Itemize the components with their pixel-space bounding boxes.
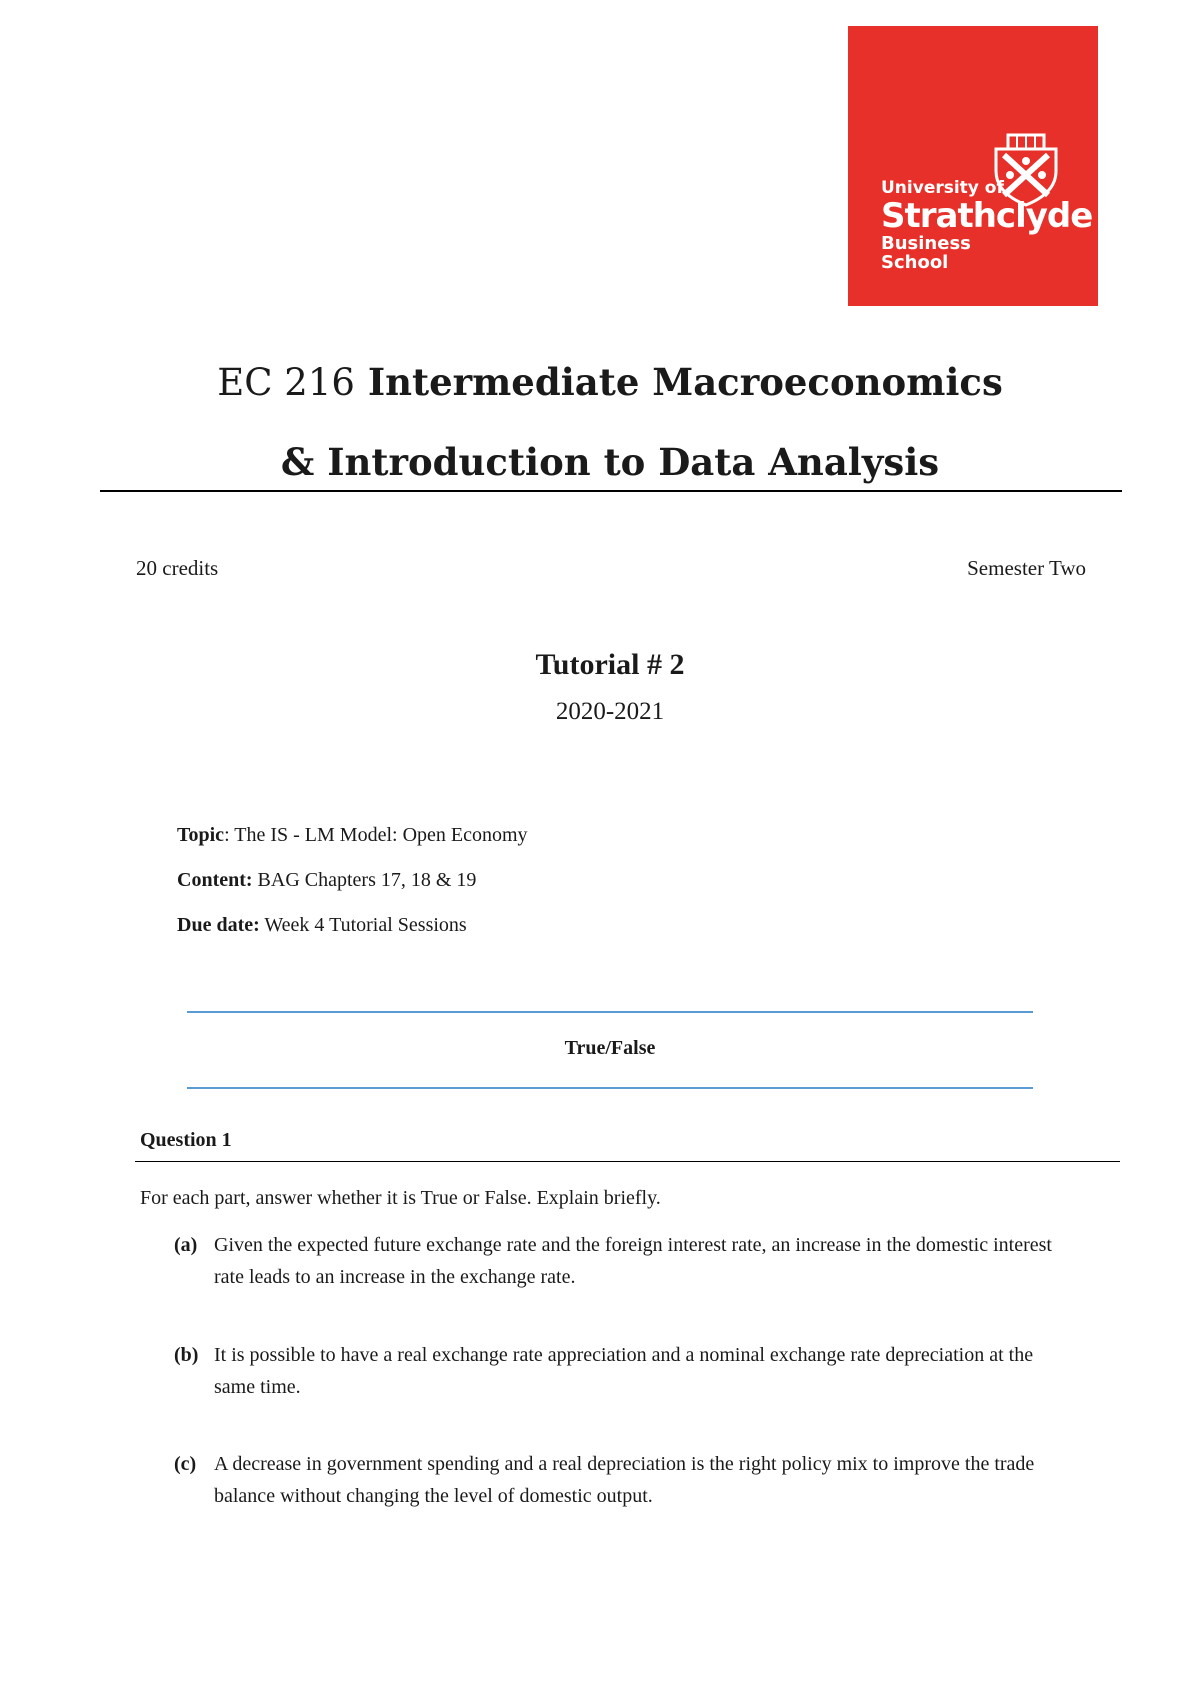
part-label: (c) (174, 1453, 197, 1475)
part-label: (b) (174, 1344, 199, 1366)
course-title-line2: & Introduction to Data Analysis (280, 440, 940, 484)
credits-label: 20 credits (136, 556, 219, 580)
question-part-b (174, 1339, 1074, 1403)
part-text: A decrease in government spending and a real depreciation is the right policy mix to improve the trade balance without changing the level of domestic output. (214, 1453, 1035, 1507)
content-value: BAG Chapters 17, 18 & 19 (252, 869, 477, 891)
question-heading: Question 1 (140, 1129, 232, 1151)
topic-line (177, 824, 528, 847)
university-logo (848, 26, 1098, 306)
topic-label: Topic (177, 824, 225, 846)
course-title-main: Intermediate Macroeconomics (367, 360, 1003, 404)
semester-label: Semester Two (967, 556, 1086, 580)
question-part-a (174, 1229, 1074, 1293)
logo-line-business: Business (881, 233, 971, 254)
course-code: EC 216 (217, 361, 355, 404)
part-text: Given the expected future exchange rate and the foreign interest rate, an increase in the domestic interest rate leads to an increase in the exchange rate. (214, 1234, 1052, 1288)
content-label: Content: (177, 869, 253, 891)
tutorial-year: 2020-2021 (555, 698, 665, 725)
course-title-line1 (0, 360, 1200, 404)
tutorial-title: Tutorial # 2 (535, 648, 685, 681)
due-date-label: Due date: (177, 914, 260, 936)
topic-value: : The IS - LM Model: Open Economy (224, 824, 528, 846)
logo-line-strathclyde: Strathclyde (881, 196, 1093, 236)
question-divider (135, 1161, 1120, 1162)
section-heading: True/False (564, 1037, 656, 1059)
due-date-line (177, 914, 467, 937)
due-date-value: Week 4 Tutorial Sessions (259, 914, 467, 936)
question-intro: For each part, answer whether it is True or False. Explain briefly. (140, 1187, 661, 1209)
content-line (177, 869, 476, 892)
section-divider-top (187, 1011, 1033, 1013)
part-label: (a) (174, 1234, 198, 1256)
section-divider-bottom (187, 1087, 1033, 1089)
title-divider (100, 490, 1122, 492)
question-part-c (174, 1448, 1074, 1512)
logo-line-university: University of (881, 178, 1004, 198)
logo-wordmark (881, 178, 1092, 272)
part-text: It is possible to have a real exchange rate appreciation and a nominal exchange rate depreciation at the same time. (214, 1344, 1034, 1398)
logo-line-school: School (881, 252, 949, 273)
